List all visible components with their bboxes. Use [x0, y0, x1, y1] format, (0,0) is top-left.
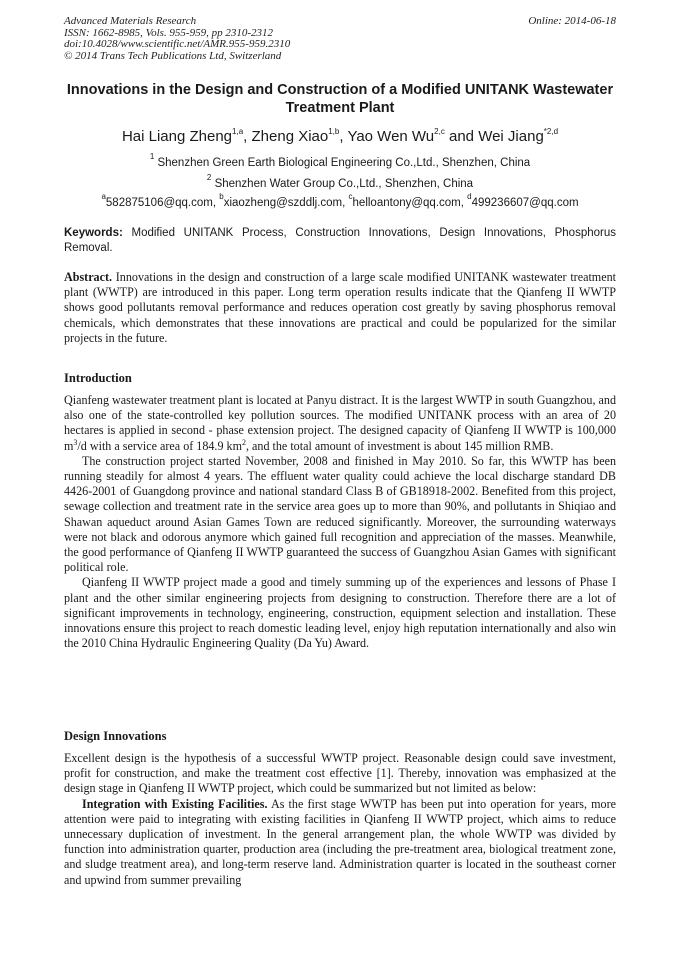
author-affil-mark: 1,b — [328, 127, 340, 136]
paragraph: The construction project started November, 2008 and finished in May 2010. So far, this WWTP has been running steadily for almost 4 years. The effluent water quality could achieve the local discharge standard DB 4426-2001 of Guangdong province and national standard Class B of GB18918-2002. Benefited from this project, sewage collection and treatment rate in the service area goes up to more than 90%, and pollutants in Shiqiao and Shawan aqueduct around Asian Games Town are reduced significantly. Moreover, the surrounding waterways were not black and odorous anymore which gained full recognition and appreciation of the masses. Meanwhile, the good performance of Qianfeng II WWTP guaranteed the success of Guangzhou Asian Games with significant political role. — [64, 453, 616, 575]
author-name: Yao Wen Wu — [347, 128, 435, 145]
design-innovations-body — [64, 751, 616, 888]
copyright-line: © 2014 Trans Tech Publications Ltd, Switzerland — [64, 49, 282, 62]
abstract-label: Abstract. — [64, 270, 113, 284]
email-link[interactable]: 582875106@qq.com, — [105, 197, 220, 209]
section-heading-design-innovations: Design Innovations — [64, 729, 167, 743]
author-list: Hai Liang Zheng$^{1,a}$, Zheng Xiao$^{1,b}$, Yao Wen Wu$^{2,c}$ and Wei Jiang$^{*2,d}$ — [121, 127, 559, 145]
journal-header — [64, 16, 616, 62]
email-link[interactable]: helloantony@qq.com, — [352, 197, 468, 209]
author-affil-mark: 1,a — [232, 127, 244, 136]
journal-name: Advanced Materials Research — [64, 15, 197, 27]
keywords — [64, 226, 616, 255]
paragraph: Qianfeng II WWTP project made a good and timely summing up of the experiences and lessons of Phase I plant and the other similar engineering projects from designing to construction. Therefore there are a lot of significant improvements in technology, engineering, construction, equipment selection and installation. These innovations ensure this project to reach domestic leading level, enjoy high reputation internationally and also win the 2010 China Hydraulic Engineering Quality (Da Yu) Award. — [64, 575, 616, 651]
section-heading-introduction: Introduction — [64, 371, 132, 385]
email-link[interactable]: 499236607@qq.com — [471, 197, 579, 209]
keywords-label: Keywords: — [64, 227, 123, 239]
paper-title: Innovations in the Design and Construction of a Modified UNITANK Wastewater Treatment Plant — [66, 82, 614, 116]
paragraph: Excellent design is the hypothesis of a successful WWTP project. Reasonable design could save investment, profit for construction, and make the treatment cost effective [1]. Thereby, innovation was emphasized at the design stage in Qianfeng II WWTP project, which could be summarized but not limited as below: — [64, 751, 616, 796]
run-in-heading: Integration with Existing Facilities. — [82, 796, 268, 811]
author-name: Hai Liang Zheng — [121, 128, 233, 145]
paragraph: Integration with Existing Facilities. As the first stage WWTP has been put into operation for years, more attention were paid to integrating with existing facilities in Qianfeng II WWTP project, which aims to reduce unnecessary duplication of investment. In the general arrangement plan, the whole WWTP was divided by function into administration quarter, production area (including the pre-treatment area, biological treatment zone, and sludge treatment area), and long-term reserve land. Administration quarter is located in the southeast corner and upwind from summer prevailing — [64, 796, 616, 887]
author-emails: $^a$582875106@qq.com, $^b$xiaozheng@szddlj.com, $^c$helloantony@qq.com, $^d$499236607@qq.com — [101, 192, 579, 209]
abstract-text: Innovations in the design and construction of a large scale modified UNITANK wastewater treatment plant (WWTP) are introduced in this paper. Long term operation results indicate that the Qianfeng II WWTP shows good pollutants removal performance and reduces operation cost greatly by saving phosphorus removal chemicals, which demonstrates that these innovations are practical and could be popularized for the similar projects in the future. — [64, 270, 616, 345]
affiliation-1: $^1$ Shenzhen Green Earth Biological Engineering Co.,Ltd., Shenzhen, China — [149, 152, 531, 169]
author-name: Zheng Xiao — [251, 128, 329, 145]
affiliation-2: $^2$ Shenzhen Water Group Co.,Ltd., Shenzhen, China — [206, 173, 474, 190]
online-date: Online: 2014-06-18 — [528, 15, 616, 27]
author-affil-mark: 2,c — [434, 127, 445, 136]
email-link[interactable]: xiaozheng@szddlj.com, — [223, 197, 349, 209]
author-name: Wei Jiang — [478, 128, 544, 145]
introduction-body — [64, 393, 616, 651]
paragraph: Qianfeng wastewater treatment plant is located at Panyu distract. It is the largest WWTP in south Guangzhou, and also one of the state-controlled key pollution sources. The modified UNITANK process with an area of 20 hectares is applied in second - phase extension project. The designed capacity of Qianfeng II WWTP is 100,000 $m^3/d$ with a service area of 184.9 $km^2$, and the total amount of investment is about 145 million RMB. — [64, 393, 616, 453]
abstract — [64, 270, 616, 346]
issn-line: ISSN: 1662-8985, Vols. 955-959, pp 2310-2312 — [64, 26, 273, 39]
author-affil-mark: *2,d — [543, 127, 559, 136]
keywords-text: Modified UNITANK Process, Construction Innovations, Design Innovations, Phosphorus Removal. — [64, 227, 616, 254]
doi-line[interactable]: doi:10.4028/www.scientific.net/AMR.955-959.2310 — [64, 38, 291, 50]
